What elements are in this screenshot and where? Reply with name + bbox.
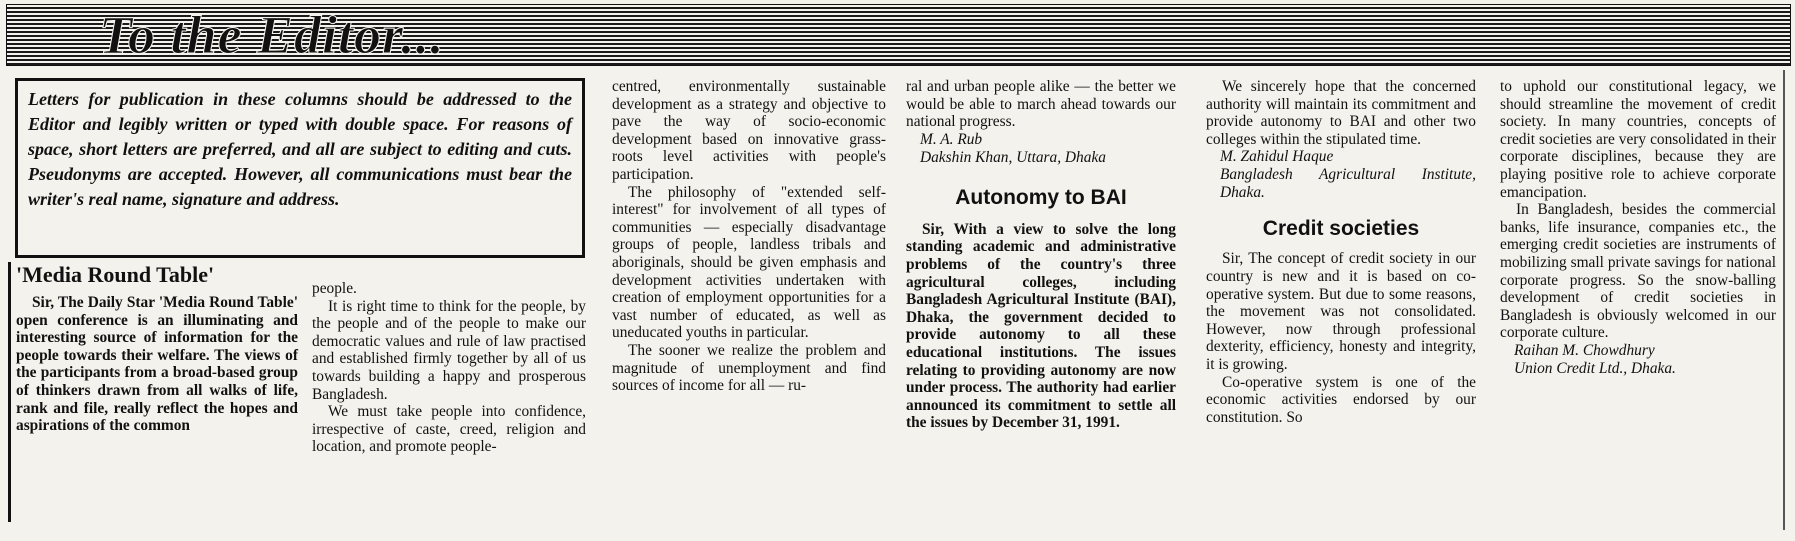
column-4 xyxy=(906,78,1176,432)
letter-headline-autonomy: Autonomy to BAI xyxy=(955,185,1127,209)
letter-paragraph: We must take people into confidence, irrespective of caste, creed, religion and location, and promote people- xyxy=(312,403,586,456)
signature-name: M. Zahidul Haque xyxy=(1220,148,1334,166)
letter-paragraph: centred, environmentally sustainable development as a strategy and objective to pave the way of socio-economic development based on innovative grass-roots level activities with people's participation. xyxy=(612,78,886,183)
letter-paragraph: Sir, The concept of credit society in our country is new and it is based on co-operative system. But due to some reasons, the movement was not consolidated. However, now through professional dexterity, efficiency, honesty and integrity, it is growing. xyxy=(1206,250,1476,373)
letter-headline-media-round-table: 'Media Round Table' xyxy=(16,262,215,287)
letter-paragraph: The sooner we realize the problem and magnitude of unemployment and find sources of income for all — ru- xyxy=(612,341,886,395)
letter-paragraph: Co-operative system is one of the economic activities endorsed by our constitution. So xyxy=(1206,373,1476,426)
signature-place: Dakshin Khan, Uttara, Dhaka xyxy=(920,148,1106,166)
letter-paragraph: In Bangladesh, besides the commercial banks, life insurance, companies etc., the emerging credit societies are instruments of mobilizing small private savings for national corporate progress. So the snow-balling development of credit societies in Bangladesh is obviously welcomed in our corporate culture. xyxy=(1500,201,1776,342)
column-3 xyxy=(612,78,886,395)
column-6 xyxy=(1500,78,1776,378)
column-2 xyxy=(312,280,586,456)
letter-paragraph: It is right time to think for the people, by the people and of the people to make our democratic values and rule of law practised and established firmly together by all of us towards building a happy and prosperous Bangladesh. xyxy=(312,297,586,403)
signature-org: Union Credit Ltd., Dhaka. xyxy=(1514,359,1676,377)
letter-paragraph: people. xyxy=(312,280,357,297)
right-edge-rule xyxy=(1783,70,1785,530)
letter-paragraph: Sir, The Daily Star 'Media Round Table' open conference is an illuminating and interesting source of information for the people towards their welfare. The views of the participants from a broad-based group of thinkers drawn from all walks of life, rank and file, really reflect the hopes and aspirations of the common xyxy=(16,294,298,435)
section-title: To the Editor... xyxy=(99,5,445,65)
signature-org: Bangladesh Agricultural Institute, Dhaka. xyxy=(1220,166,1476,202)
column-1 xyxy=(16,262,298,435)
letter-paragraph: The philosophy of "extended self-interest" for involvement of all types of communities — especially disadvantage groups of people, landless tribals and aboriginals, should be given emphasis and development activities undertaken with creation of employment opportunities for a vast number of educated, as well as uneducated youths in particular. xyxy=(612,183,886,342)
column-5 xyxy=(1206,78,1476,426)
editor-notice-box xyxy=(15,78,585,258)
left-column-rule xyxy=(8,262,11,522)
section-banner xyxy=(6,4,1791,66)
letter-paragraph: We sincerely hope that the concerned authority will maintain its commitment and provide autonomy to BAI and other two colleges within the stipulated time. xyxy=(1206,78,1476,148)
letter-paragraph: ral and urban people alike — the better we would be able to march ahead towards our national progress. xyxy=(906,78,1176,131)
signature-name: Raihan M. Chowdhury xyxy=(1514,341,1655,359)
letter-paragraph: to uphold our constitutional legacy, we should streamline the movement of credit society. In many countries, concepts of credit societies are very consolidated in their corporate disciplines, because they are playing positive role to achieve corporate emancipation. xyxy=(1500,78,1776,201)
editor-notice-text: Letters for publication in these columns should be addressed to the Editor and legibly written or typed with double space. For reasons of space, short letters are preferred, and all are subject to editing and cuts. Pseudonyms are accepted. However, all communications must bear the writer's real name, signature and address. xyxy=(28,89,572,209)
signature-name: M. A. Rub xyxy=(920,130,983,148)
letter-headline-credit-societies: Credit societies xyxy=(1262,217,1420,241)
letter-paragraph: Sir, With a view to solve the long standing academic and administrative problems of the country's three agricultural colleges, including Bangladesh Agricultural Institute (BAI), Dhaka, the government decided to provide autonomy to all these educational institutions. The issues relating to providing autonomy are now under process. The authority had earlier announced its commitment to settle all the issues by December 31, 1991. xyxy=(906,220,1176,432)
